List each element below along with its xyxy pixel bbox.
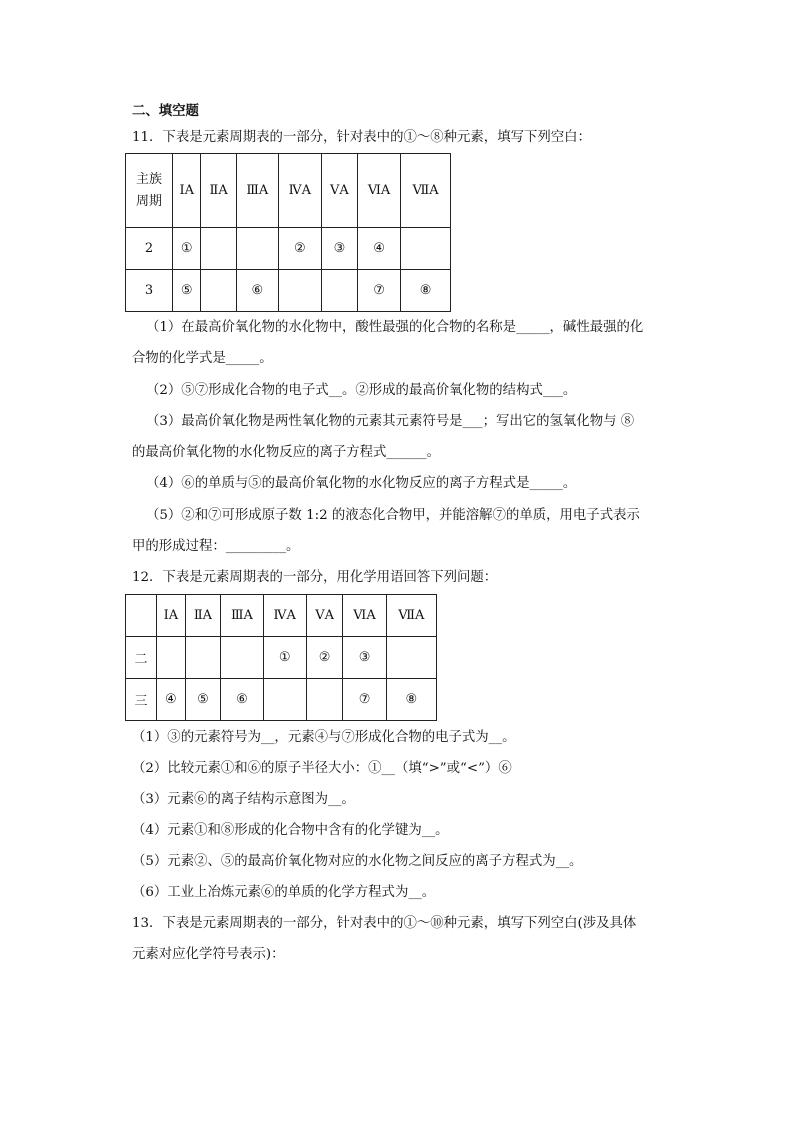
q11-corner-top: 主族: [135, 171, 162, 187]
section-title: 二、填空题: [132, 103, 199, 119]
q12-line: （2）比较元素①和⑥的原子半径大小：①__（填“>”或“<”）⑥: [132, 761, 512, 776]
q12-element-cell: ③: [343, 637, 386, 679]
q12-line: （4）元素①和⑧形成的化合物中含有的化学键为__。: [132, 823, 449, 838]
q12-period-cell: 二: [126, 637, 157, 679]
q12-element-cell: ②: [306, 637, 343, 679]
q12-header-cell: ⅥA: [343, 595, 386, 637]
q12-header-cell: ⅢA: [221, 595, 263, 637]
q12-element-cell: ⑦: [343, 679, 386, 721]
q11-element-cell: [201, 228, 236, 270]
q11-element-cell: ④: [358, 228, 401, 270]
q11-header-cell: ⅣA: [278, 154, 321, 228]
q12-line: （1）③的元素符号为__，元素④与⑦形成化合物的电子式为__。: [132, 730, 516, 745]
q11-element-cell: [278, 270, 321, 312]
q11-header-cell: ⅢA: [236, 154, 278, 228]
q12-element-cell: ④: [157, 679, 186, 721]
q11-line: （5）②和⑦可形成原子数 1:2 的液态化合物甲，并能溶解⑦的单质，用电子式表示: [146, 508, 640, 523]
q11-line: （2）⑤⑦形成化合物的电子式__。②形成的最高价氧化物的结构式___。: [146, 383, 577, 398]
q11-line: （3）最高价氧化物是两性氧化物的元素其元素符号是___；写出它的氢氧化物与 ⑧: [146, 414, 635, 429]
q12-element-cell: [306, 679, 343, 721]
q11-element-cell: ⑤: [173, 270, 201, 312]
q11-header-row: [126, 154, 451, 228]
q11-element-cell: [236, 228, 278, 270]
q12-periodic-table: [125, 594, 437, 721]
q11-element-cell: [321, 270, 357, 312]
q11-element-cell: ⑦: [358, 270, 401, 312]
q12-element-cell: ⑧: [386, 679, 436, 721]
q11-element-cell: [401, 228, 451, 270]
q11-period-cell: 3: [126, 270, 173, 312]
q11-element-cell: [201, 270, 236, 312]
q12-element-cell: [221, 637, 263, 679]
q11-header-cell: ⅥA: [358, 154, 401, 228]
q12-header-row: [126, 595, 437, 637]
q11-header-cell: ⅦA: [401, 154, 451, 228]
q12-header-cell: ⅦA: [386, 595, 436, 637]
q12-row-period-3: [126, 679, 437, 721]
q11-line: 合物的化学式是_____。: [132, 351, 273, 366]
q11-element-cell: ⑧: [401, 270, 451, 312]
q11-periodic-table: [125, 153, 451, 312]
q12-element-cell: ⑤: [185, 679, 221, 721]
q11-row-period-2: [126, 228, 451, 270]
q12-element-cell: [185, 637, 221, 679]
q12-line: （5）元素②、⑤的最高价氧化物对应的水化物之间反应的离子方程式为__。: [132, 854, 583, 869]
q13-line: 13．下表是元素周期表的一部分，针对表中的①～⑩种元素，填写下列空白(涉及具体: [132, 916, 637, 931]
q11-corner-cell: [126, 154, 173, 228]
q12-line: （3）元素⑥的离子结构示意图为__。: [132, 792, 355, 807]
q11-header-cell: ⅤA: [321, 154, 357, 228]
q11-header-cell: ⅠA: [173, 154, 201, 228]
q11-corner-bottom: 周期: [135, 193, 162, 209]
q12-element-cell: [386, 637, 436, 679]
q12-line: （6）工业上冶炼元素⑥的单质的化学方程式为__。: [132, 885, 436, 900]
q12-element-cell: [157, 637, 186, 679]
q11-row-period-3: [126, 270, 451, 312]
q12-header-cell: ⅡA: [185, 595, 221, 637]
q11-line: 的最高价氧化物的水化物反应的离子方程式______。: [132, 445, 440, 460]
q12-row-period-2: [126, 637, 437, 679]
q11-period-cell: 2: [126, 228, 173, 270]
q13-line: 元素对应化学符号表示)：: [132, 947, 285, 962]
q12-element-cell: ⑥: [221, 679, 263, 721]
q12-element-cell: [263, 679, 306, 721]
q11-element-cell: ①: [173, 228, 201, 270]
q12-header-cell: ⅤA: [306, 595, 343, 637]
q12-header-cell: ⅠA: [157, 595, 186, 637]
q12-stem: 12．下表是元素周期表的一部分，用化学用语回答下列问题：: [132, 570, 498, 585]
q11-header-cell: ⅡA: [201, 154, 236, 228]
q11-line: 甲的形成过程：_________。: [132, 539, 300, 554]
q11-element-cell: ⑥: [236, 270, 278, 312]
q12-header-cell: ⅣA: [263, 595, 306, 637]
q12-element-cell: ①: [263, 637, 306, 679]
q11-stem: 11．下表是元素周期表的一部分，针对表中的①～⑧种元素，填写下列空白：: [132, 130, 591, 145]
q11-element-cell: ③: [321, 228, 357, 270]
q11-line: （4）⑥的单质与⑤的最高价氧化物的水化物反应的离子方程式是_____。: [146, 476, 577, 491]
q12-corner-cell: [126, 595, 157, 637]
q11-element-cell: ②: [278, 228, 321, 270]
q11-line: （1）在最高价氧化物的水化物中，酸性最强的化合物的名称是_____，碱性最强的化: [146, 320, 644, 335]
q12-period-cell: 三: [126, 679, 157, 721]
